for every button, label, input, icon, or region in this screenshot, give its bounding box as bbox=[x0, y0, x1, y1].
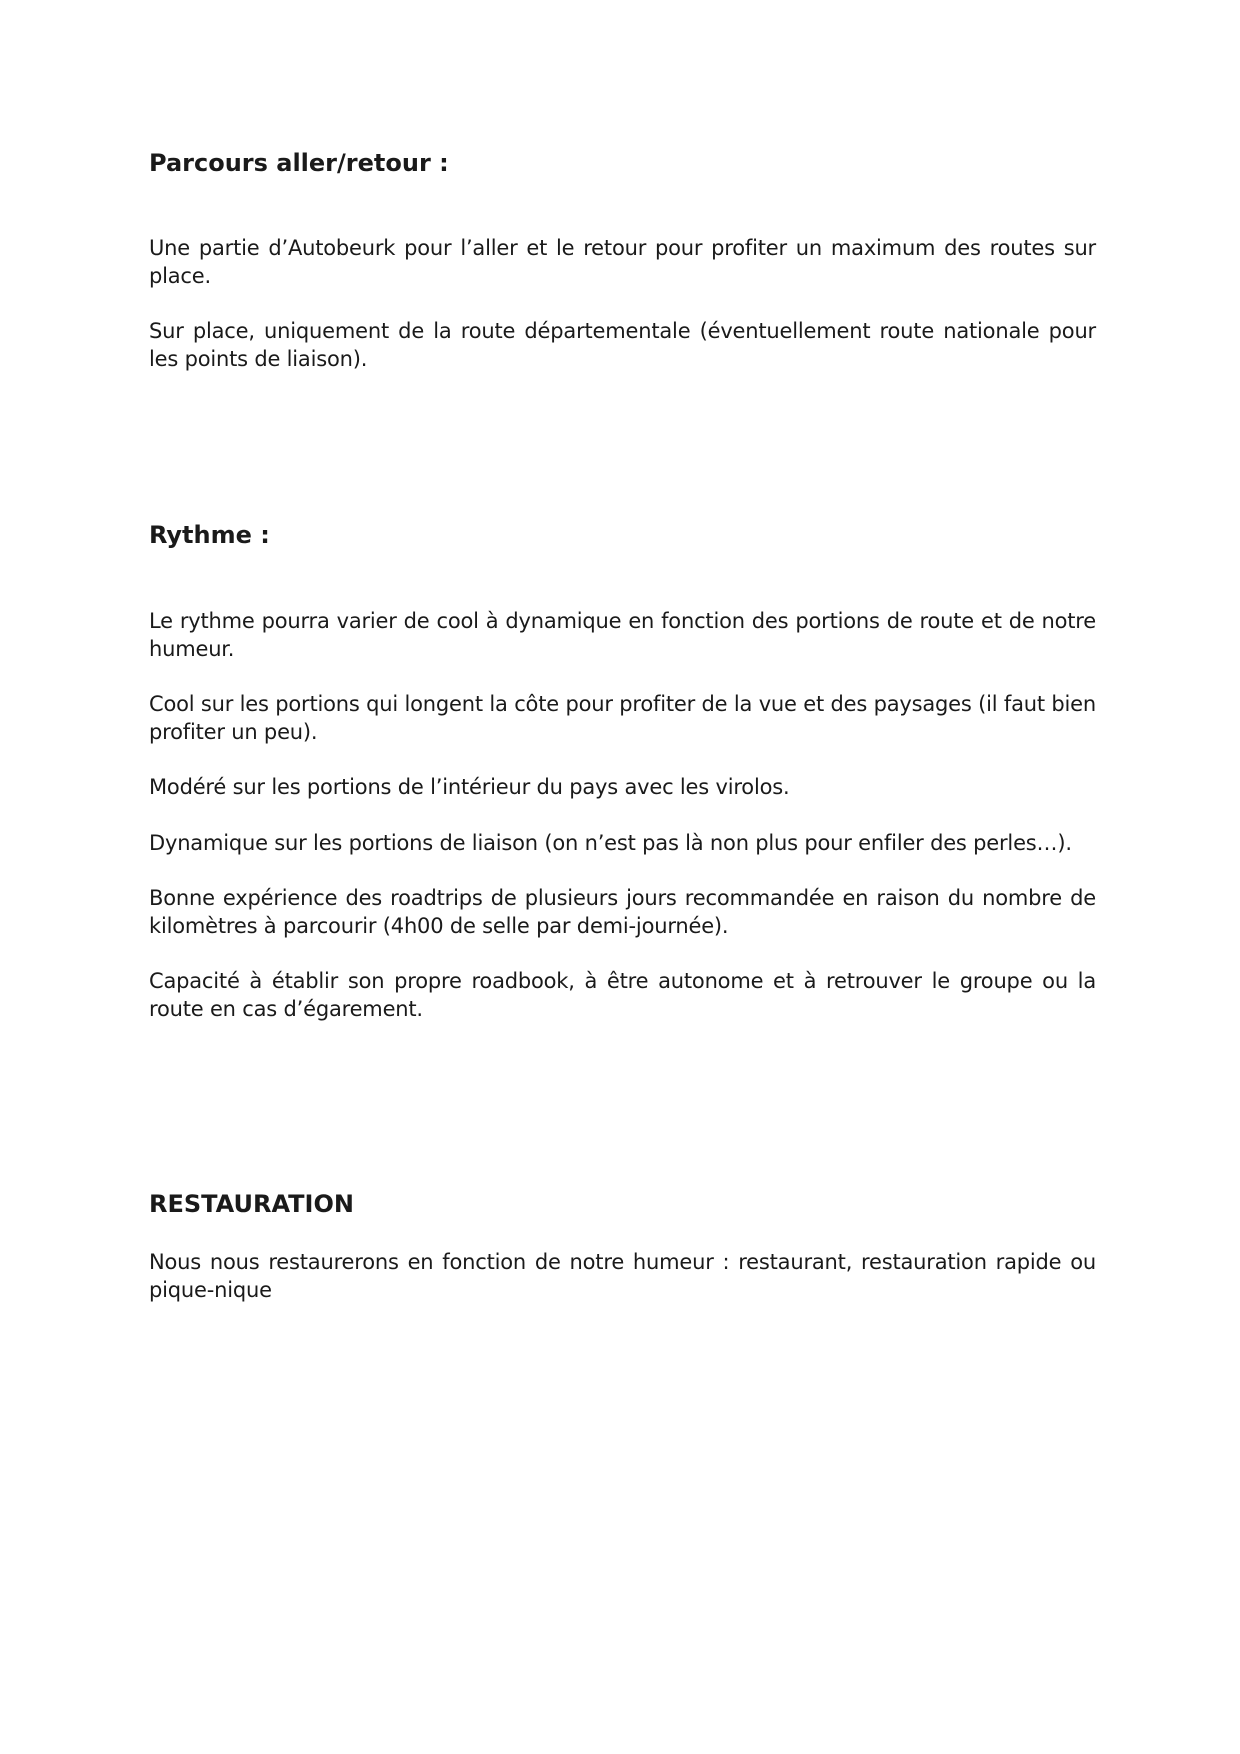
paragraph: Dynamique sur les portions de liaison (on n’est pas là non plus pour enfiler des perles…). bbox=[149, 831, 1072, 855]
section-heading-restauration: RESTAURATION bbox=[149, 1190, 354, 1218]
paragraph: Sur place, uniquement de la route départementale (éventuellement route nationale pour les points de liaison). bbox=[149, 319, 1096, 371]
section-heading-parcours: Parcours aller/retour : bbox=[149, 149, 449, 177]
paragraph: Une partie d’Autobeurk pour l’aller et le retour pour profiter un maximum des routes sur place. bbox=[149, 236, 1096, 288]
paragraph: Nous nous restaurerons en fonction de notre humeur : restaurant, restauration rapide ou pique-nique bbox=[149, 1250, 1096, 1302]
paragraph: Capacité à établir son propre roadbook, à être autonome et à retrouver le groupe ou la route en cas d’égarement. bbox=[149, 969, 1096, 1021]
paragraph: Bonne expérience des roadtrips de plusieurs jours recommandée en raison du nombre de kilomètres à parcourir (4h00 de selle par demi-journée). bbox=[149, 886, 1096, 938]
paragraph: Modéré sur les portions de l’intérieur du pays avec les virolos. bbox=[149, 775, 790, 799]
paragraph: Le rythme pourra varier de cool à dynamique en fonction des portions de route et de notre humeur. bbox=[149, 609, 1096, 661]
paragraph: Cool sur les portions qui longent la côte pour profiter de la vue et des paysages (il faut bien profiter un peu). bbox=[149, 692, 1096, 744]
section-heading-rythme: Rythme : bbox=[149, 521, 270, 549]
